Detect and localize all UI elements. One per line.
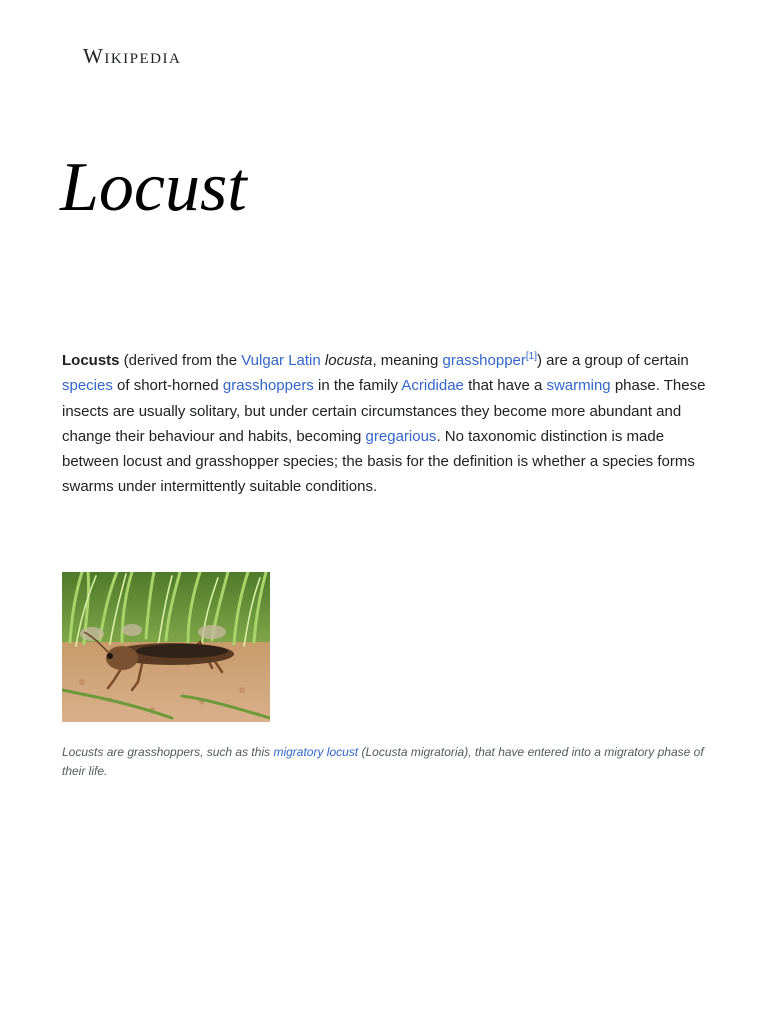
lead-text: (derived from the — [119, 352, 242, 369]
lead-text: that have a — [463, 377, 547, 395]
link-gregarious[interactable]: gregarious — [365, 427, 437, 445]
wikipedia-wordmark[interactable]: Wikipedia — [83, 44, 182, 68]
link-grasshoppers[interactable]: grasshoppers — [222, 377, 314, 395]
page-title: Locust — [60, 149, 247, 226]
caption-text: Locusts are grasshoppers, such as this — [62, 745, 274, 759]
link-acrididae[interactable]: Acrididae — [401, 377, 464, 395]
reference-1-link[interactable]: [1] — [525, 351, 537, 362]
caption-text: (Locusta migratoria), that have entered into a migratory phase of their life. — [62, 745, 704, 778]
image-caption — [62, 743, 708, 781]
lead-text: ) are a group of certain — [537, 352, 689, 369]
link-species[interactable]: species — [62, 377, 113, 395]
lead-term-locusta: locusta — [324, 352, 373, 369]
lead-text: , meaning — [372, 352, 443, 369]
reference-1 — [526, 351, 537, 362]
link-migratory-locust[interactable]: migratory locust — [273, 745, 359, 759]
lead-text: of short-horned — [112, 377, 223, 395]
lead-text: . No taxonomic distinction is made between locust and grasshopper species; the basis for the definition is whether a species forms swarms under intermittently suitable conditions. — [62, 427, 695, 496]
lead-text: phase. These insects are usually solitary, but under certain circumstances they become more abundant and change their behaviour and habits, becoming — [62, 377, 706, 445]
migratory-locust-image[interactable] — [62, 572, 270, 722]
lead-subject: Locusts — [62, 352, 120, 369]
link-vulgar-latin[interactable]: Vulgar Latin — [241, 352, 321, 369]
lead-paragraph — [62, 348, 708, 500]
link-swarming[interactable]: swarming — [546, 377, 611, 395]
link-grasshopper[interactable]: grasshopper — [442, 352, 526, 369]
lead-text: in the family — [313, 377, 402, 395]
